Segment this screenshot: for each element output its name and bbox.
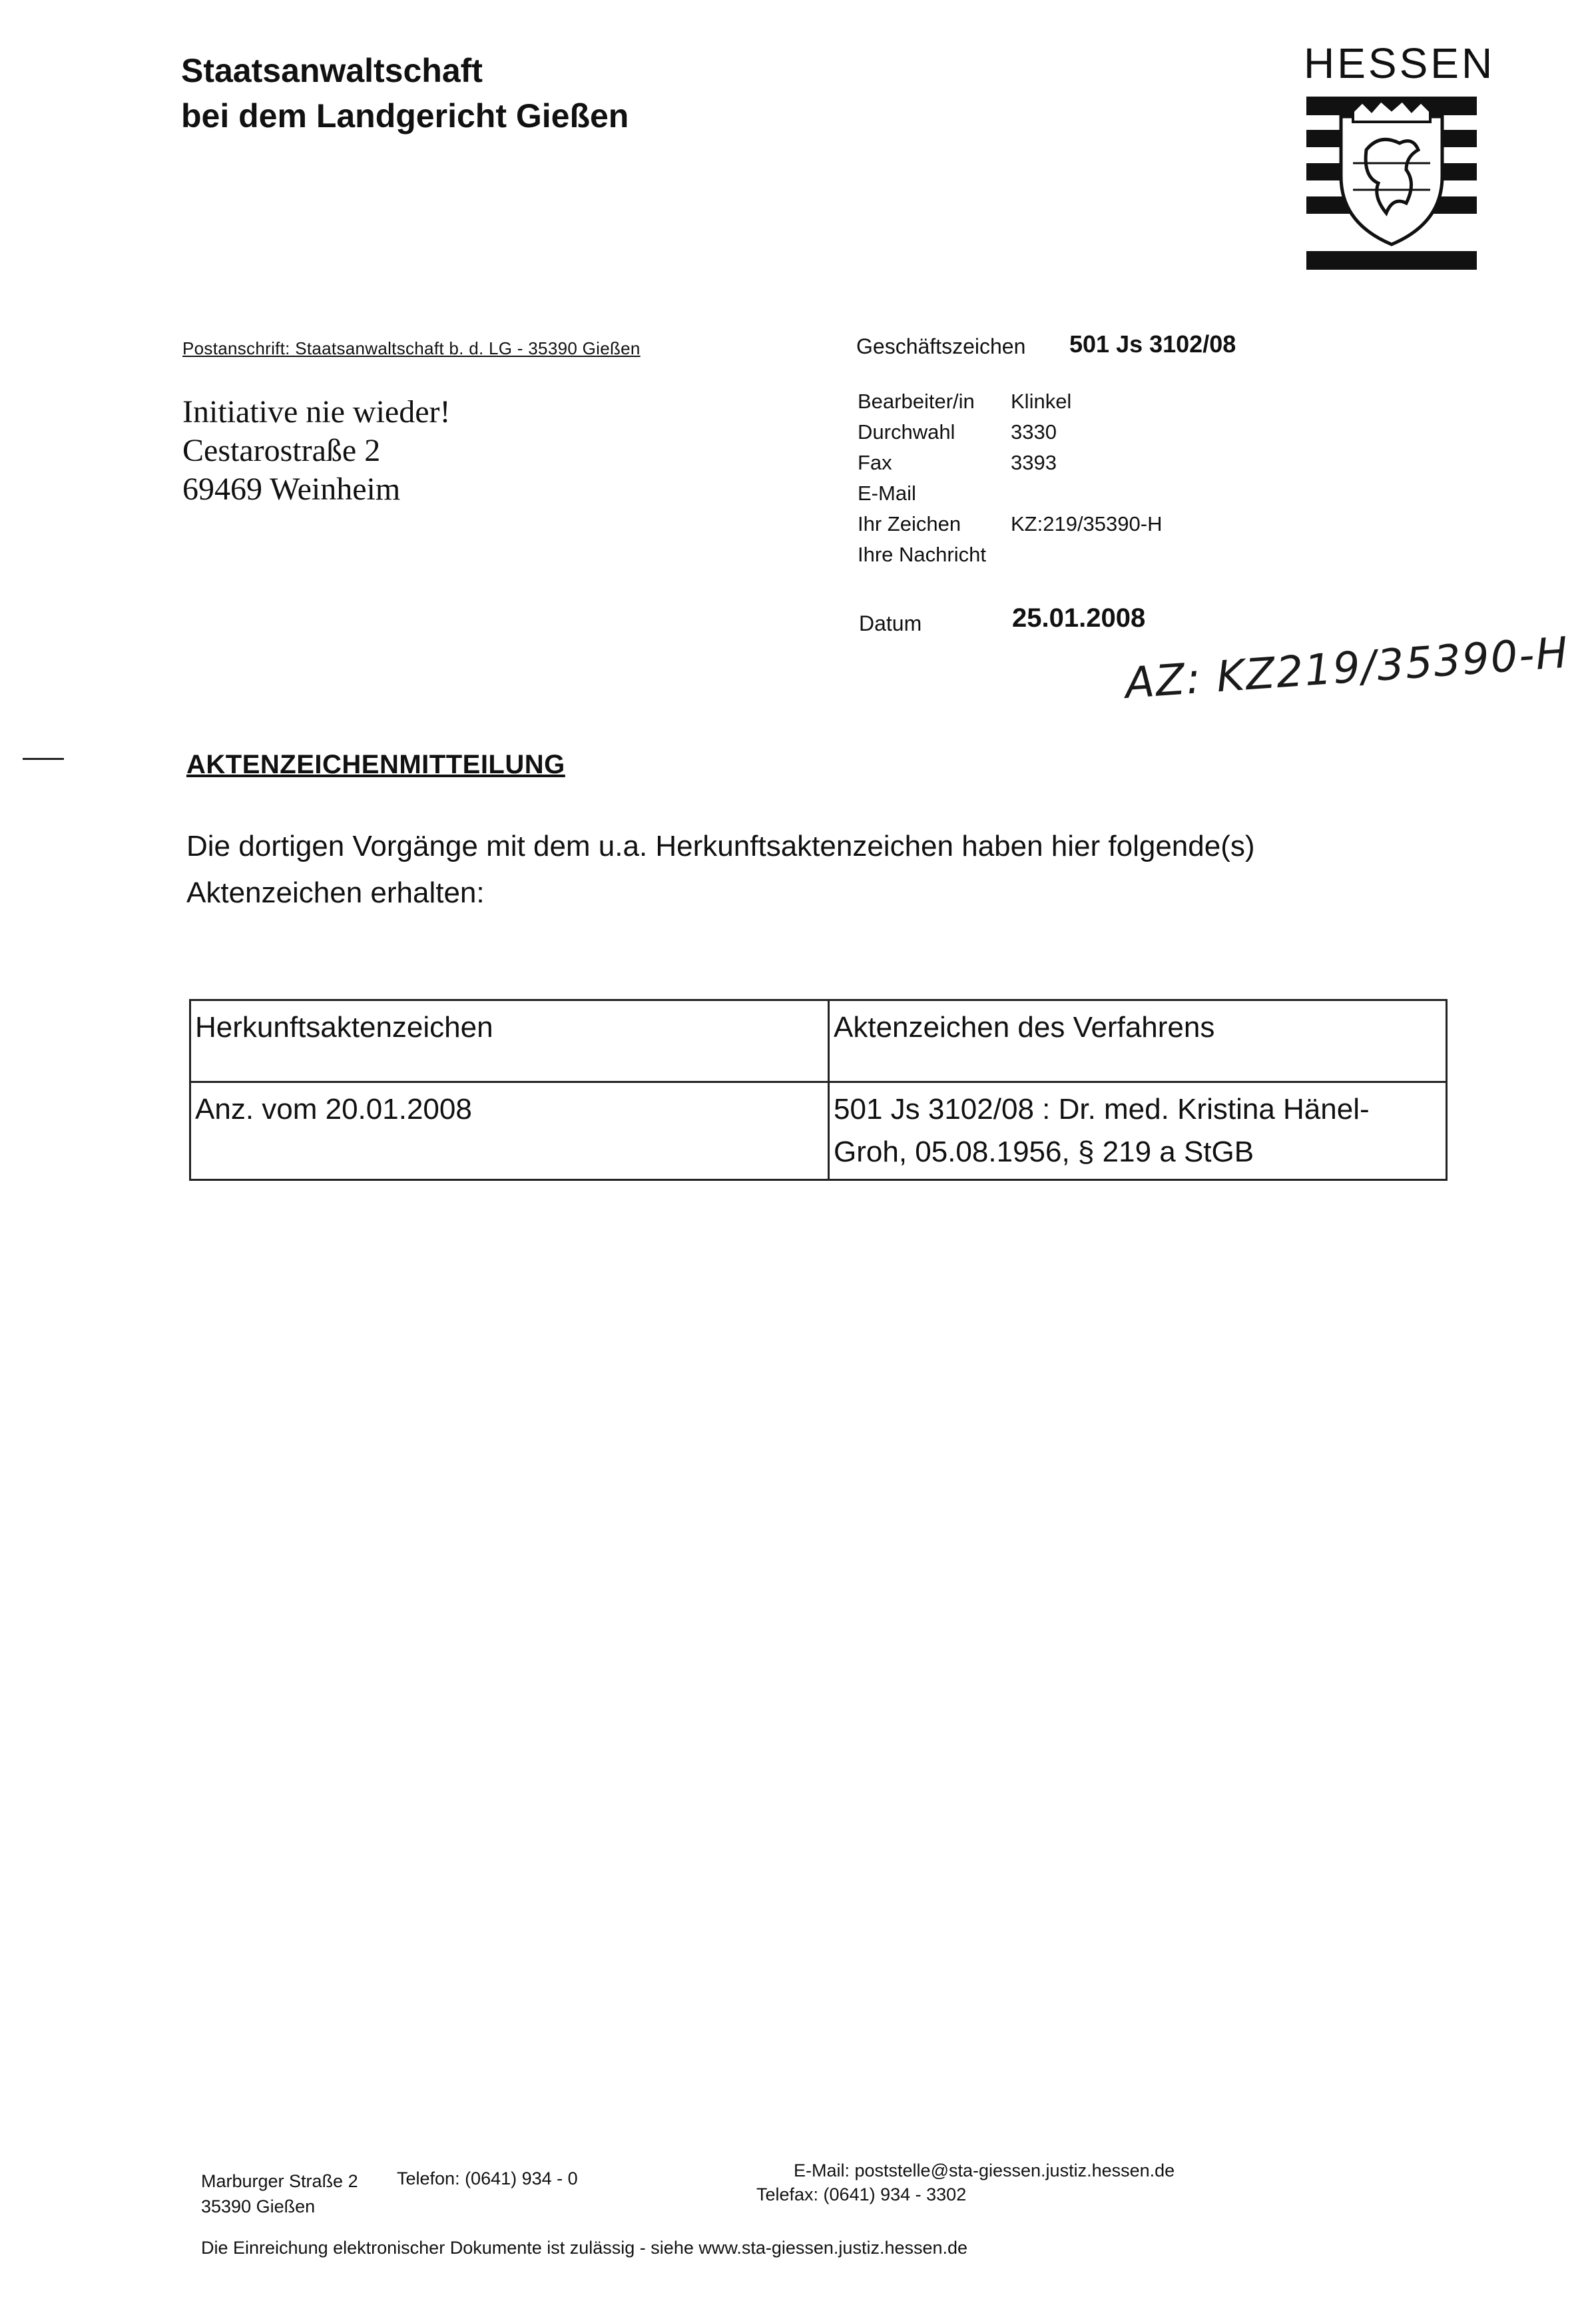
- info-row: [858, 478, 1162, 509]
- handwritten-annotation: AZ: KZ219/35390-H: [1123, 628, 1571, 709]
- info-label: Durchwahl: [858, 420, 955, 444]
- info-label: Fax: [858, 451, 892, 474]
- recipient-address: [182, 393, 451, 509]
- info-label: E-Mail: [858, 482, 916, 505]
- reference-info-block: [858, 386, 1162, 570]
- sender-line-2: bei dem Landgericht Gießen: [181, 97, 629, 135]
- table-header-cell: Herkunftsaktenzeichen: [190, 1000, 829, 1082]
- info-value: Klinkel: [1011, 390, 1072, 413]
- table-cell: Anz. vom 20.01.2008: [190, 1082, 829, 1180]
- footer-fax: Telefax: (0641) 934 - 3302: [756, 2184, 967, 2204]
- info-value: KZ:219/35390-H: [1011, 512, 1163, 535]
- fold-mark: [23, 758, 64, 760]
- table-cell: [829, 1082, 1447, 1180]
- footer-city: 35390 Gießen: [201, 2196, 316, 2216]
- info-value: 3393: [1011, 451, 1057, 474]
- file-number-table: [189, 999, 1448, 1181]
- info-label: Ihre Nachricht: [858, 543, 986, 566]
- table-header-row: [190, 1000, 1447, 1082]
- footer-notice: Die Einreichung elektronischer Dokumente ist zulässig - siehe www.sta-giessen.justiz.hessen.de: [201, 2238, 968, 2258]
- document-heading: AKTENZEICHENMITTEILUNG: [186, 750, 565, 779]
- date-label: Datum: [859, 611, 922, 635]
- state-name: HESSEN: [1304, 39, 1495, 87]
- recipient-line-1: Initiative nie wieder!: [182, 394, 451, 430]
- info-label: Bearbeiter/in: [858, 390, 975, 413]
- table-header-cell: Aktenzeichen des Verfahrens: [829, 1000, 1447, 1082]
- sender-line-1: Staatsanwaltschaft: [181, 52, 483, 89]
- footer-address: [201, 2168, 358, 2219]
- sender-block: [181, 48, 629, 139]
- body-paragraph: [186, 823, 1452, 916]
- hessen-coat-of-arms-logo: [1306, 97, 1477, 270]
- info-value: 3330: [1011, 420, 1057, 444]
- date-value: 25.01.2008: [1012, 603, 1146, 633]
- info-row: [858, 509, 1162, 539]
- footer-street: Marburger Straße 2: [201, 2171, 358, 2191]
- paragraph-line-1: Die dortigen Vorgänge mit dem u.a. Herkunftsaktenzeichen haben hier folgende(s): [186, 830, 1255, 862]
- info-label: Ihr Zeichen: [858, 512, 961, 535]
- footer-phone: Telefon: (0641) 934 - 0: [397, 2168, 578, 2188]
- table-cell-line-2: Groh, 05.08.1956, § 219 a StGB: [834, 1136, 1254, 1168]
- table-cell-line-1: 501 Js 3102/08 : Dr. med. Kristina Hänel-: [834, 1093, 1370, 1126]
- postal-address-line: Postanschrift: Staatsanwaltschaft b. d. LG - 35390 Gießen: [182, 338, 641, 358]
- info-row: [858, 448, 1162, 478]
- info-row: [858, 539, 1162, 570]
- recipient-line-2: Cestarostraße 2: [182, 433, 381, 468]
- paragraph-line-2: Aktenzeichen erhalten:: [186, 876, 485, 909]
- footer-email: E-Mail: poststelle@sta-giessen.justiz.hessen.de: [794, 2160, 1175, 2180]
- table-row: [190, 1082, 1447, 1180]
- info-row: [858, 386, 1162, 417]
- info-row: [858, 417, 1162, 448]
- file-number-value: 501 Js 3102/08: [1069, 330, 1236, 358]
- recipient-line-3: 69469 Weinheim: [182, 472, 401, 507]
- file-number-label: Geschäftszeichen: [856, 334, 1026, 358]
